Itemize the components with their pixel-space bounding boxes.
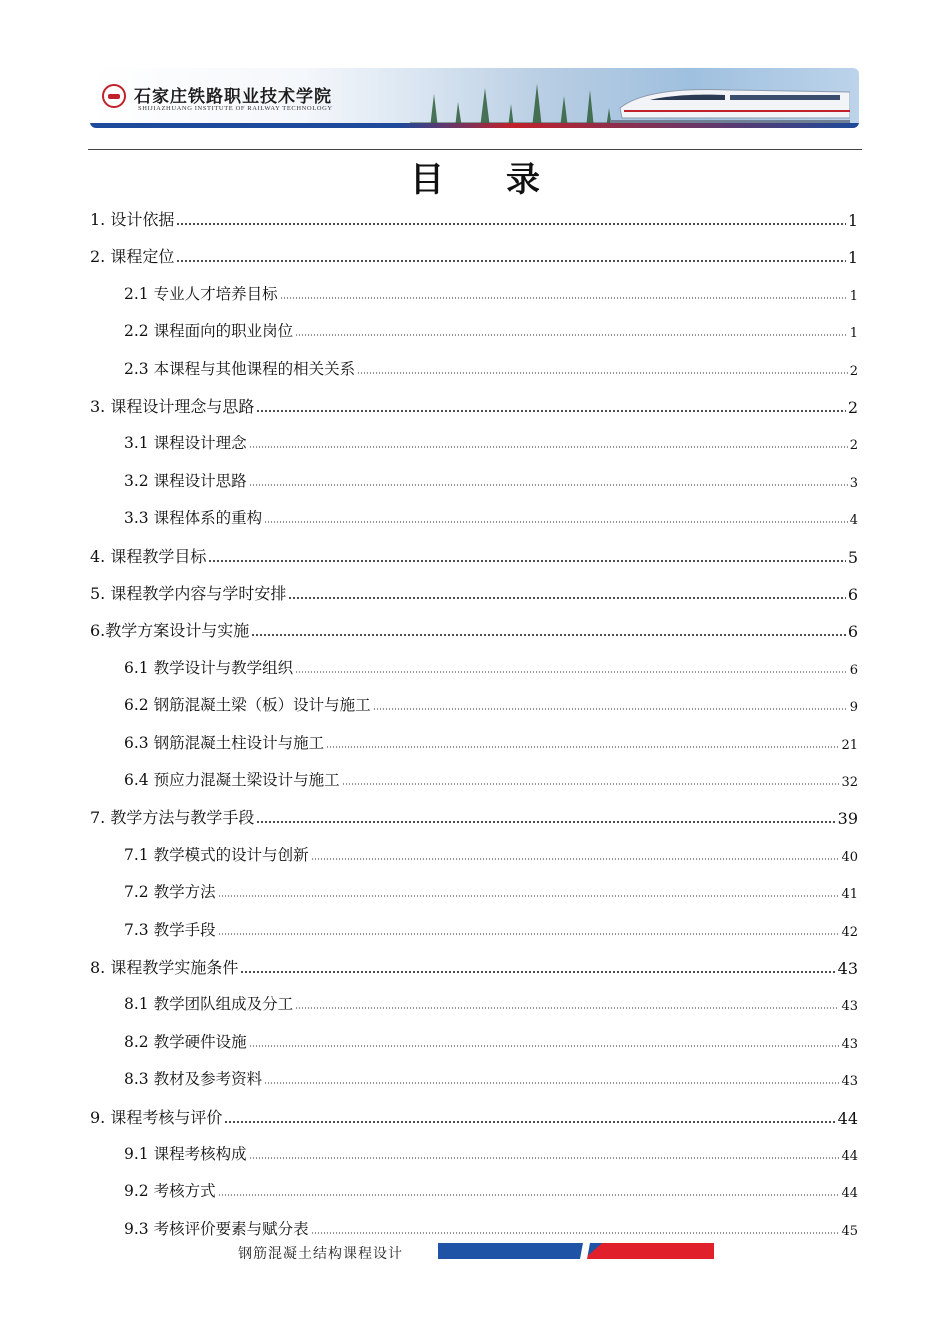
toc-entry[interactable] [124,992,858,1014]
toc-entry-title: 6.教学方案设计与实施 [90,621,250,641]
toc-entry-title: 9. 课程考核与评价 [90,1107,223,1127]
toc-page-number: 44 [841,1186,858,1202]
toc-dot-leader [311,857,840,861]
toc-entry[interactable] [90,955,858,978]
toc-dot-leader [249,1156,840,1160]
toc-entry[interactable] [90,805,858,828]
toc-dot-leader [176,259,845,263]
toc-page-number: 2 [849,438,858,454]
toc-page-number: 1 [849,288,858,304]
toc-page-number: 5 [847,547,858,567]
footer-course-title: 钢筋混凝土结构课程设计 [238,1246,403,1262]
header-banner [90,68,859,128]
toc-entry-title: 3. 课程设计理念与思路 [90,397,255,416]
toc-entry[interactable] [124,282,858,304]
toc-entry-title: 2.3 本课程与其他课程的相关关系 [124,359,356,378]
toc-dot-leader [311,1231,840,1235]
toc-dot-leader [295,1006,839,1010]
toc-dot-leader [280,296,848,300]
toc-dot-leader [357,371,848,375]
toc-entry[interactable] [124,768,858,790]
toc-dot-leader [240,970,835,974]
toc-entry[interactable] [124,656,858,678]
toc-entry-title: 7.3 教学手段 [124,920,216,939]
toc-page-number: 41 [841,887,858,903]
toc-entry[interactable] [124,880,858,902]
toc-entry-title: 6.2 钢筋混凝土梁（板）设计与施工 [124,696,371,715]
toc-entry[interactable] [124,918,858,940]
toc-dot-leader [249,1044,840,1048]
toc-entry[interactable] [124,1217,858,1239]
toc-dot-leader [373,707,848,711]
toc-dot-leader [264,520,848,524]
toc-entry[interactable] [124,506,858,528]
toc-page-number: 6 [849,662,858,678]
toc-entry-title: 6.1 教学设计与教学组织 [124,658,294,677]
toc-entry-title: 2. 课程定位 [90,247,175,267]
toc-entry[interactable] [124,843,858,865]
toc-entry-title: 7.2 教学方法 [124,883,216,902]
toc-page-number: 6 [847,585,858,604]
toc-dot-leader [326,745,839,749]
toc-page-number: 21 [841,737,858,753]
toc-entry[interactable] [124,1179,858,1201]
toc-dot-leader [218,932,840,936]
toc-entry-title: 3.1 课程设计理念 [124,434,247,453]
toc-entry-title: 7.1 教学模式的设计与创新 [124,845,309,864]
toc-entry-title: 1. 设计依据 [90,210,175,229]
toc-dot-leader [176,222,845,226]
trees-illustration-icon [410,74,620,128]
toc-page-number: 32 [841,775,858,790]
toc-entry-title: 2.2 课程面向的职业岗位 [124,322,294,341]
high-speed-train-icon [610,78,850,126]
toc-dot-leader [256,409,845,413]
toc-dot-leader [288,596,845,600]
toc-dot-leader [208,559,845,563]
toc-entry-title: 4. 课程教学目标 [90,546,207,566]
toc-entry[interactable] [124,319,858,341]
toc-entry[interactable] [124,431,858,453]
toc-page-number: 4 [849,513,858,529]
toc-entry-title: 6.4 预应力混凝土梁设计与施工 [124,771,340,789]
toc-entry[interactable] [124,731,858,753]
toc-entry-title: 3.3 课程体系的重构 [124,509,263,528]
page-title: 目录 [410,160,602,200]
toc-dot-leader [224,1120,835,1124]
toc-page-number: 43 [837,959,858,978]
toc-entry[interactable] [90,244,858,267]
toc-entry[interactable] [124,469,858,491]
toc-page-number: 2 [849,363,858,379]
footer-color-bar [438,1243,714,1259]
toc-page-number: 40 [841,849,858,865]
toc-page-number: 1 [847,211,858,230]
toc-entry-title: 2.1 专业人才培养目标 [124,284,278,303]
toc-entry-title: 8. 课程教学实施条件 [90,958,239,977]
toc-page-number: 43 [841,1036,858,1052]
toc-page-number: 1 [849,326,858,342]
toc-entry-title: 7. 教学方法与教学手段 [90,808,255,828]
toc-dot-leader [249,445,848,449]
toc-entry-title: 8.2 教学硬件设施 [124,1032,247,1051]
toc-entry[interactable] [90,544,858,567]
toc-page-number: 39 [837,809,858,829]
toc-entry[interactable] [90,581,858,604]
toc-dot-leader [218,894,840,898]
toc-dot-leader [264,1081,839,1085]
toc-entry-title: 8.1 教学团队组成及分工 [124,995,294,1014]
toc-entry-title: 6.3 钢筋混凝土柱设计与施工 [124,733,325,752]
toc-entry-title: 8.3 教材及参考资料 [124,1070,263,1089]
school-logo-icon [102,84,126,108]
toc-entry[interactable] [124,357,858,379]
school-name-en: SHIJIAZHUANG INSTITUTE OF RAILWAY TECHNOLOGY [138,105,333,112]
toc-entry-title: 5. 课程教学内容与学时安排 [90,584,287,603]
toc-dot-leader [256,820,835,824]
header-rule [88,149,862,150]
school-name-cn: 石家庄铁路职业技术学院 [134,87,332,107]
toc-entry-title: 9.1 课程考核构成 [124,1145,247,1163]
toc-page-number: 45 [841,1223,858,1239]
toc-dot-leader [342,782,840,786]
toc-entry[interactable] [124,1067,858,1089]
toc-entry[interactable] [124,1030,858,1052]
toc-dot-leader [295,670,848,674]
toc-entry[interactable] [124,1142,858,1164]
toc-entry[interactable] [90,394,858,417]
banner-underline [90,123,859,128]
toc-page-number: 6 [847,622,858,642]
toc-page-number: 43 [841,999,858,1015]
toc-dot-leader [295,333,848,337]
toc-page-number: 9 [849,700,858,716]
toc-page-number: 1 [847,248,858,268]
toc-page-number: 3 [849,475,858,491]
toc-page-number: 2 [847,398,858,417]
toc-page-number: 43 [841,1074,858,1090]
toc-entry-title: 9.2 考核方式 [124,1182,216,1201]
toc-page-number: 42 [841,924,858,940]
toc-entry-title: 3.2 课程设计思路 [124,471,247,490]
toc-page-number: 44 [837,1108,858,1128]
toc-entry[interactable] [90,207,858,230]
toc-entry-title: 9.3 考核评价要素与赋分表 [124,1219,309,1238]
toc-entry[interactable] [90,1105,858,1128]
toc-entry[interactable] [90,618,858,641]
toc-dot-leader [218,1193,840,1197]
toc-dot-leader [251,633,846,637]
toc-page-number: 44 [841,1149,858,1164]
toc-entry[interactable] [124,693,858,715]
toc-dot-leader [249,483,848,487]
